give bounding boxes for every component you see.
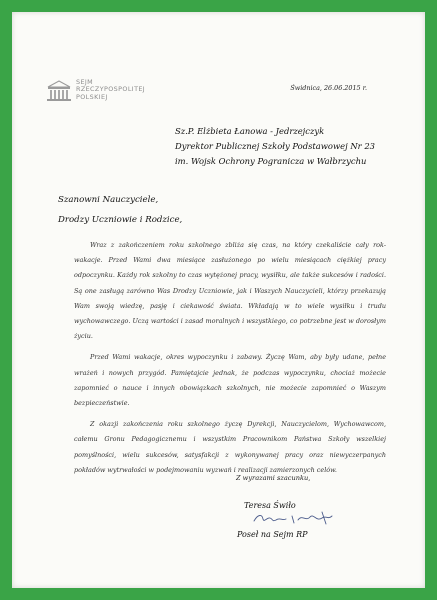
logo-line-2: RZECZYPOSPOLITEJ [76, 85, 146, 94]
salutation-line-1: Szanowni Nauczyciele, [58, 195, 159, 205]
signer-title: Poseł na Sejm RP [237, 530, 308, 539]
letter-page [12, 12, 425, 588]
body-paragraph-3: Z okazji zakończenia roku szkolnego życzę Dyrekcji, Nauczycielom, Wychowawcom, całemu Gronu Pedagogicznemu i wszystkim Pracownikom Państwa Szkoły wszelkiej pomyślności, wielu sukcesów, satysfakcji z wykonywanej pracy oraz niewyczerpanych pokładów wytrwałości w podejmowaniu wyzwań i realizacji zamierzonych celów. [74, 420, 386, 474]
body-paragraph-1: Wraz z zakończeniem roku szkolnego zbliża się czas, na który czekaliście cały rok- wakacje. Przed Wami dwa miesiące zasłużonego po wielu miesiącach ciężkiej pracy odpoczynku. Każdy rok szkolny to czas wytężonej pracy, wysiłku, ale także sukcesów i radości. Są one zasługą zarówno Was Drodzy Uczniowie, jak i Waszych Nauczycieli, którzy przekazują Wam swoją wiedzę, pasję i ciekawość świata. Wkładają w to wiele wysiłku i trudu wychowawczego. Uczą wartości i zasad moralnych i wszystkiego, co potrzebne jest w dorosłym życiu. [74, 241, 386, 341]
sejm-logo [45, 78, 165, 112]
recipient-block [175, 124, 415, 169]
salutation-line-2: Drodzy Uczniowie i Rodzice, [58, 215, 183, 225]
body-paragraph-2: Przed Wami wakacje, okres wypoczynku i zabawy. Życzę Wam, aby były udane, pełne wrażeń i nowych przygód. Pamiętajcie jednak, że podczas wypoczynku, chociaż możecie zapomnieć o nauce i innych obowiązkach szkolnych, nie możecie zapomnieć o Waszym bezpieczeństwie. [74, 353, 386, 408]
handwritten-signature [252, 508, 342, 528]
logo-line-3: POLSKIEJ [76, 92, 108, 101]
signer-name: Teresa Świło [244, 501, 296, 510]
closing-phrase: Z wyrazami szacunku, [236, 474, 311, 482]
salutation [58, 190, 182, 230]
recipient-school: im. Wojsk Ochrony Pogranicza w Wałbrzychu [175, 156, 367, 166]
logo-text [76, 79, 145, 101]
sejm-building-icon [45, 78, 73, 104]
letter-date: Świdnica, 26.06.2015 r. [290, 84, 367, 92]
recipient-position: Dyrektor Publicznej Szkoły Podstawowej Nr 23 [175, 141, 375, 151]
logo-line-1: SEJM [76, 78, 94, 86]
recipient-name: Sz.P. Elżbieta Łanowa - Jedrzejczyk [175, 126, 325, 136]
letter-body [74, 238, 386, 484]
